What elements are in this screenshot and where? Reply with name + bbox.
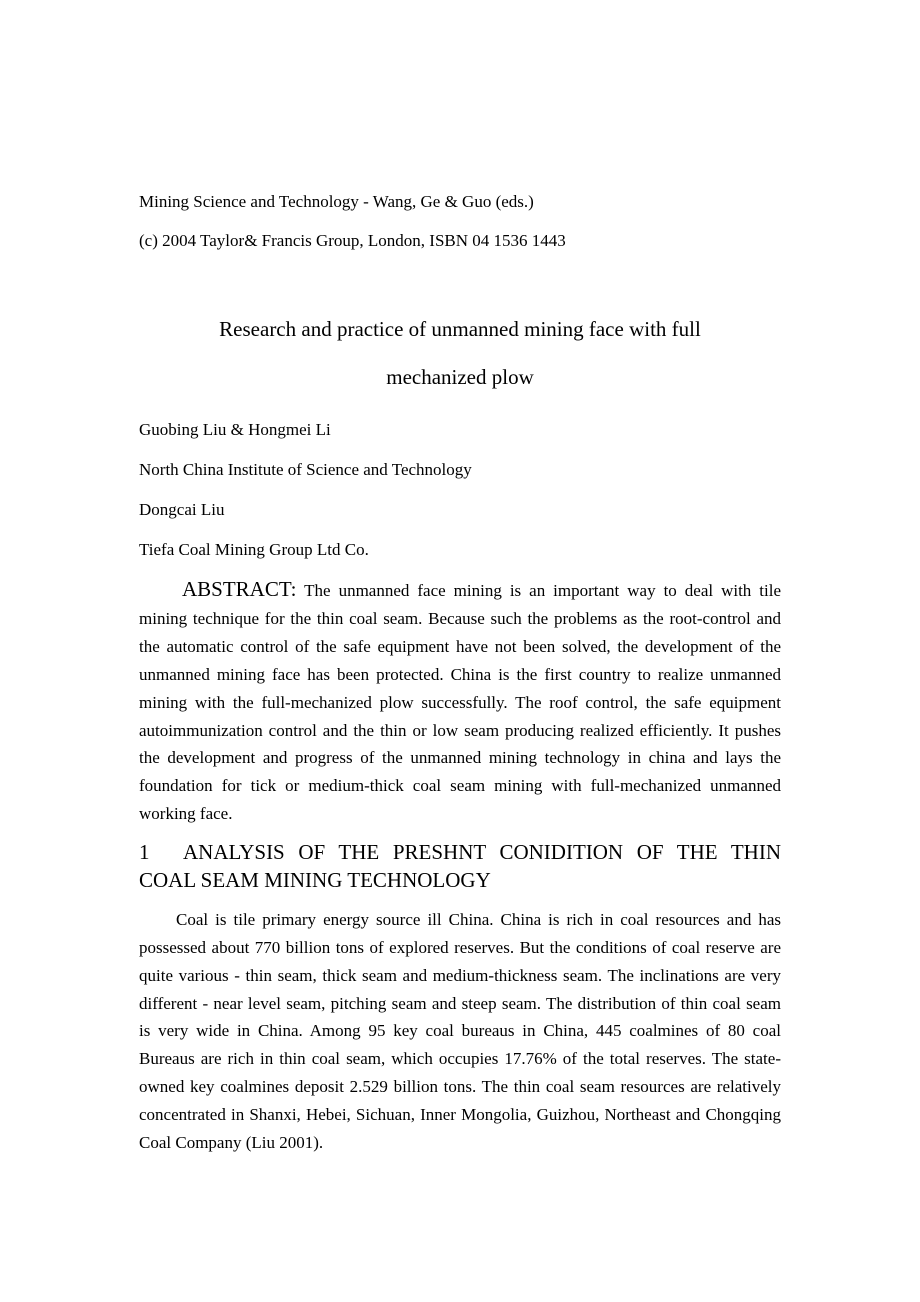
author-affiliation-1: North China Institute of Science and Technology <box>139 460 472 479</box>
author-names-1: Guobing Liu & Hongmei Li <box>139 420 331 439</box>
abstract-block <box>139 576 781 828</box>
author-names-2: Dongcai Liu <box>139 500 225 519</box>
paper-title-line-2: mechanized plow <box>386 365 534 389</box>
source-line-1: Mining Science and Technology - Wang, Ge & Guo (eds.) <box>139 192 534 211</box>
section-heading <box>139 838 781 894</box>
abstract-label: ABSTRACT: <box>182 577 297 601</box>
abstract-text: The unmanned face mining is an important way to deal with tile mining technique for the thin coal seam. Because such the problems as the root-control and the automatic control of the safe equipment have not been solved, the development of the unmanned mining face has been protected. China is the first country to realize unmanned mining with the full-mechanized plow successfully. The roof control, the safe equipment autoimmunization control and the thin or low seam producing realized efficiently. It pushes the development and progress of the unmanned mining technology in china and lays the foundation for tick or medium-thick coal seam mining with full-mechanized unmanned working face. <box>139 581 781 824</box>
section-heading-text: ANALYSIS OF THE PRESHNT CONIDITION OF THE THIN COAL SEAM MINING TECHNOLOGY <box>139 840 781 892</box>
source-line-2: (c) 2004 Taylor& Francis Group, London, ISBN 04 1536 1443 <box>139 231 566 250</box>
body-paragraph: Coal is tile primary energy source ill China. China is rich in coal resources and has possessed about 770 billion tons of explored reserves. But the conditions of coal reserve are quite various - thin seam, thick seam and medium-thickness seam. The inclinations are very different - near level seam, pitching seam and steep seam. The distribution of thin coal seam is very wide in China. Among 95 key coal bureaus in China, 445 coalmines of 80 coal Bureaus are rich in thin coal seam, which occupies 17.76% of the total reserves. The state-owned key coalmines deposit 2.529 billion tons. The thin coal seam resources are relatively concentrated in Shanxi, Hebei, Sichuan, Inner Mongolia, Guizhou, Northeast and Chongqing Coal Company (Liu 2001). <box>139 910 781 1152</box>
author-affiliation-2: Tiefa Coal Mining Group Ltd Co. <box>139 540 369 559</box>
paper-title-line-1: Research and practice of unmanned mining face with full <box>219 317 701 341</box>
section-number: 1 <box>139 840 150 864</box>
